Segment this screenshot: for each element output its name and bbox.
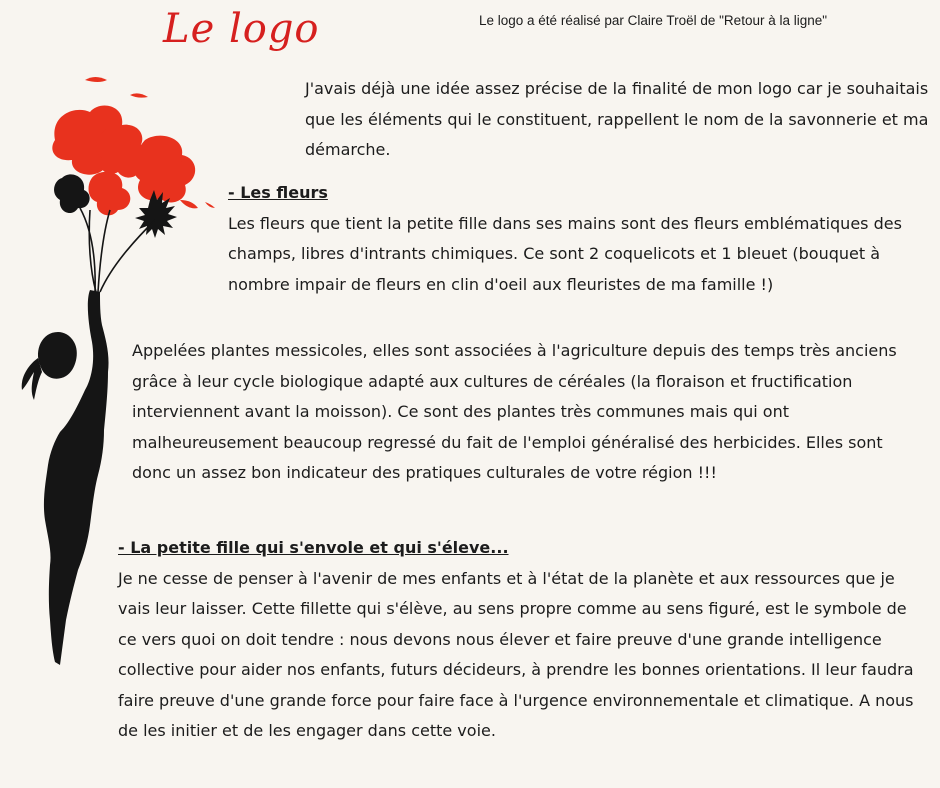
logo-credit: Le logo a été réalisé par Claire Troël de "Retour à la ligne" — [479, 13, 828, 28]
messicoles-paragraph: Appelées plantes messicoles, elles sont associées à l'agriculture depuis des temps très anciens grâce à leur cycle biologique adapté aux cultures de céréales (la floraison et fructification interviennent avant la moisson). Ce sont des plantes très communes mais qui ont malheureusement beaucoup regressé du fait de l'emploi généralisé des herbicides. Elles sont donc un assez bon indicateur des pratiques culturales de votre région !!! — [132, 341, 897, 482]
section-petite-fille-text: Je ne cesse de penser à l'avenir de mes enfants et à l'état de la planète et aux ressources que je vais leur laisser. Cette fillette qui s'élève, au sens propre comme au sens figuré, est le symbole de ce vers quoi on doit tendre : nous devons nous élever et faire preuve d'une grande intelligence collective pour aider nos enfants, futurs décideurs, à prendre les bonnes orientations. Il leur faudra faire preuve d'une grande force pour faire face à l'urgence environnementale et climatique. A nous de les initier et de les engager dans cette voie. — [118, 568, 914, 740]
section-fleurs-heading: - Les fleurs — [228, 183, 328, 202]
section-fleurs — [228, 178, 933, 300]
section-petite-fille-heading: - La petite fille qui s'envole et qui s'éleve... — [118, 538, 509, 557]
intro-paragraph: J'avais déjà une idée assez précise de la finalité de mon logo car je souhaitais que les éléments qui le constituent, rappellent le nom de la savonnerie et ma démarche. — [305, 79, 929, 159]
girl-silhouette — [22, 290, 109, 665]
section-fleurs-text: Les fleurs que tient la petite fille dans ses mains sont des fleurs emblématiques des champs, libres d'intrants chimiques. Ce sont 2 coquelicots et 1 bleuet (bouquet à nombre impair de fleurs en clin d'oeil aux fleuristes de ma famille !) — [228, 213, 902, 294]
page-title: Le logo — [163, 6, 320, 52]
section-petite-fille — [118, 533, 918, 747]
